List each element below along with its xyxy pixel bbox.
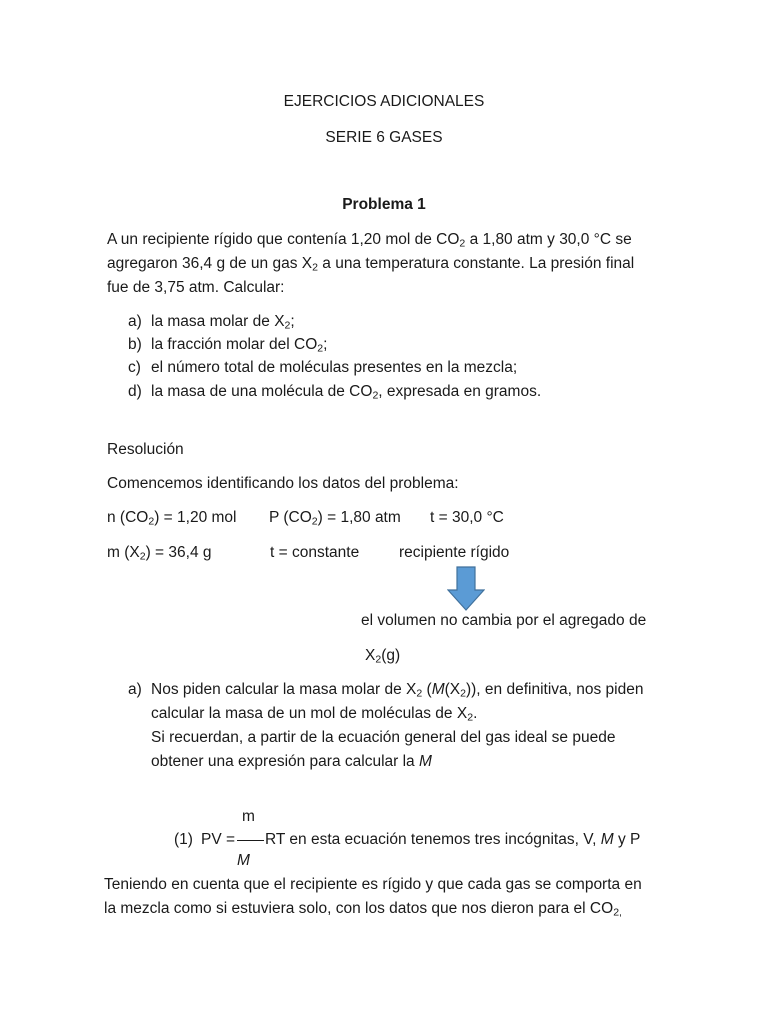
document-title: EJERCICIOS ADICIONALES [283, 93, 485, 110]
volume-note-line-1: el volumen no cambia por el agregado de [361, 612, 647, 629]
list-item: b) la fracción molar del $CO_2$; [128, 336, 328, 355]
list-item: c) el número total de moléculas presentes en la mezcla; [128, 359, 518, 376]
equation-lhs: PV = [201, 831, 236, 848]
statement-line-3: fue de 3,75 atm. Calcular: [107, 279, 285, 296]
down-arrow-icon [447, 566, 485, 612]
data-p-co2: P $(CO_2) = 1,80$ atm [269, 509, 401, 528]
part-a-line-3: Si recuerdan, a partir de la ecuación general del gas ideal se puede [151, 729, 616, 746]
data-n-co2: n $(CO_2) = 1,20$ mol [107, 509, 237, 528]
equation-number: (1) [174, 831, 193, 848]
equation-denominator: M [237, 852, 250, 869]
equation-rhs: RT en esta ecuación tenemos tres incógnitas, V, M y P [265, 831, 641, 848]
problem-heading: Problema 1 [342, 196, 426, 213]
resolution-intro: Comencemos identificando los datos del problema: [107, 475, 459, 492]
part-a-line-1: a) Nos piden calcular la masa molar de $X_2$ $(M(X_2))$, en definitiva, nos piden [128, 681, 644, 700]
data-rigid-container: recipiente rígido [399, 544, 510, 561]
statement-line-2: agregaron 36,4 g de un gas $X_2$ a una temperatura constante. La presión final [107, 255, 635, 274]
closing-line-2: la mezcla como si estuviera solo, con los datos que nos dieron para el $CO_{2,}$ [104, 900, 622, 919]
fraction-bar [237, 840, 264, 841]
part-a-line-4: obtener una expresión para calcular la M [151, 753, 432, 770]
part-a-line-2: calcular la masa de un mol de moléculas de $X_2$. [151, 705, 478, 724]
list-item: d) la masa de una molécula de $CO_2$, expresada en gramos. [128, 383, 542, 402]
resolution-heading: Resolución [107, 441, 184, 458]
list-item: a) la masa molar de $X_2$; [128, 313, 295, 332]
statement-line-1: A un recipiente rígido que contenía 1,20 mol de $CO_2$ a 1,80 atm y 30,0 °C se [107, 231, 632, 250]
volume-note-line-2: $X_2(g)$ [365, 647, 401, 666]
closing-line-1: Teniendo en cuenta que el recipiente es rígido y que cada gas se comporta en [104, 876, 642, 893]
data-temperature: t = 30,0 °C [430, 509, 504, 526]
data-m-x2: m $(X_2) = 36,4$ g [107, 544, 212, 563]
equation-numerator: m [242, 808, 255, 825]
data-temperature-constant: t = constante [270, 544, 360, 561]
document-subtitle: SERIE 6 GASES [325, 129, 443, 146]
